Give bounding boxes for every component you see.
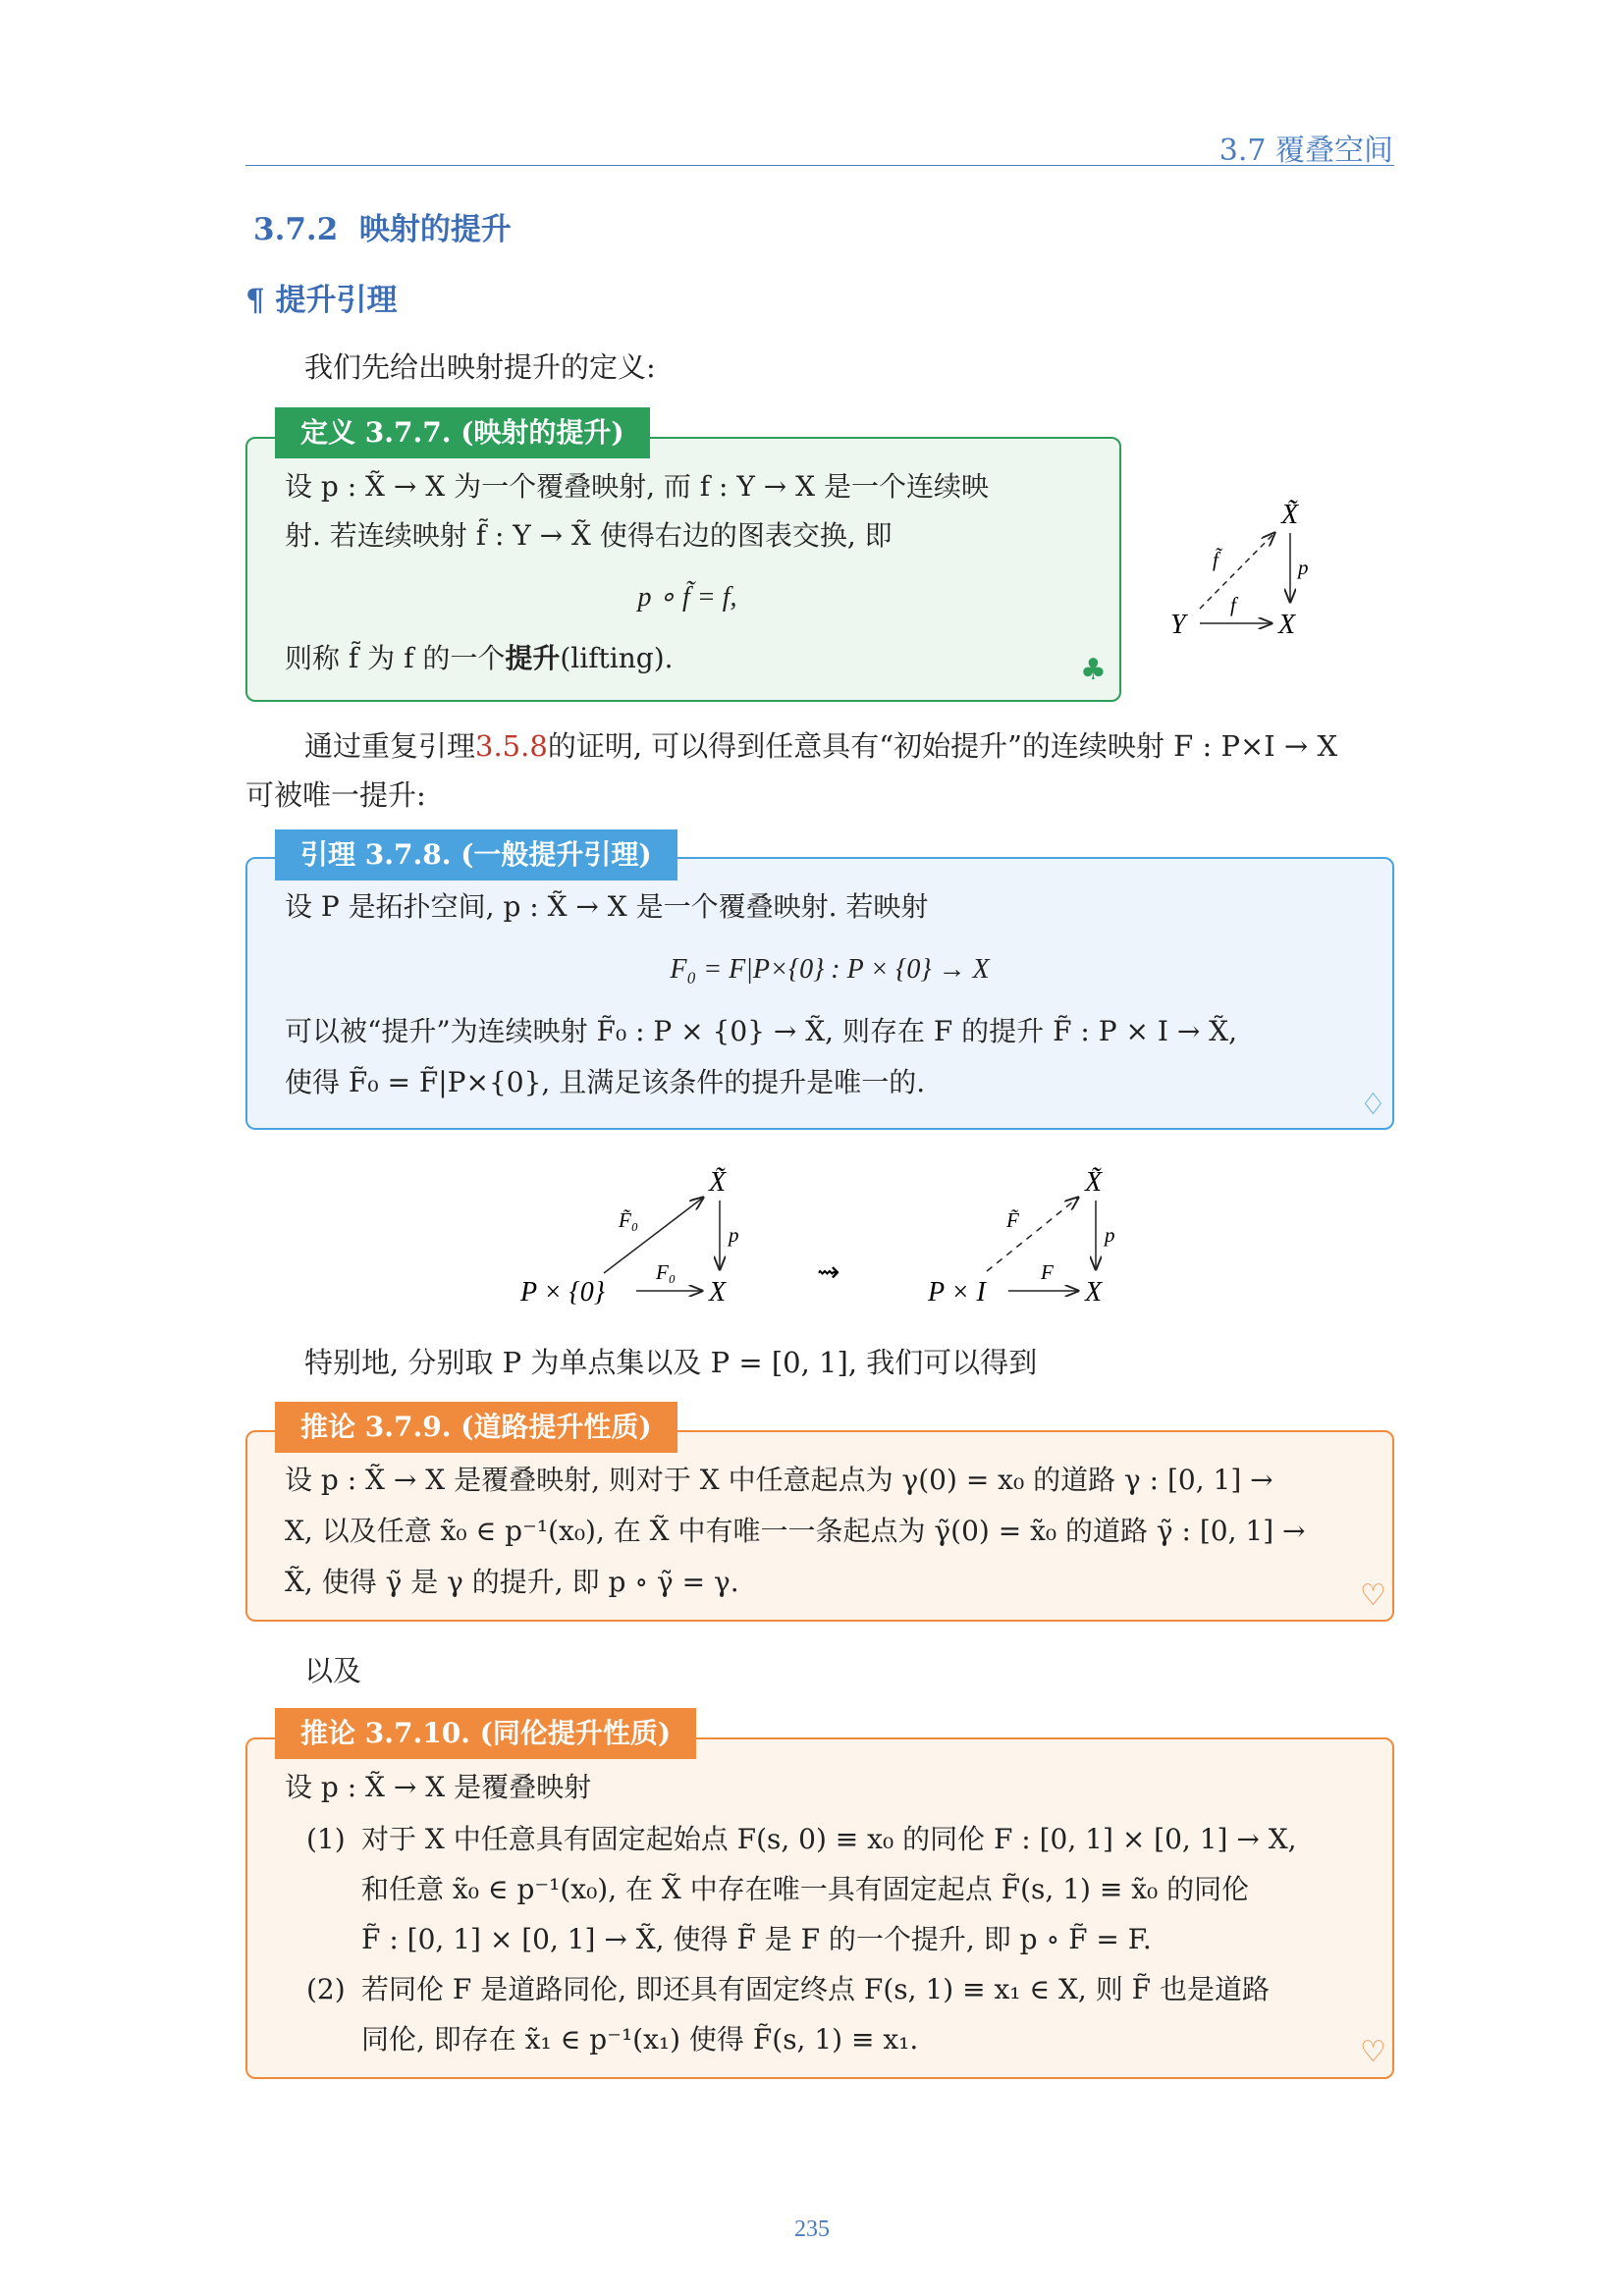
- definition-diagram: [1159, 486, 1335, 653]
- special-case-paragraph: 特别地, 分别取 P 为单点集以及 P = [0, 1], 我们可以得到: [304, 1346, 1038, 1379]
- corollary-2-item-2-line-1: 若同伦 F 是道路同伦, 即还具有固定终点 F(s, 1) ≡ x₁ ∈ X, 则 F̃ 也是道路: [361, 1973, 1270, 2005]
- section-name: 映射的提升: [358, 212, 512, 247]
- transition-line-1: [304, 721, 1337, 771]
- section-title: [253, 204, 512, 248]
- lemma-line-1: 设 P 是拓扑空间, p : X̃ → X 是一个覆叠映射. 若映射: [285, 890, 929, 923]
- diagram-left-node: Y: [1170, 610, 1186, 640]
- definition-line-3-post: (lifting).: [560, 642, 674, 674]
- lifting-diagrams: [511, 1153, 1139, 1310]
- diagram-vert-label: p: [1298, 556, 1309, 579]
- heart-icon: ♡: [1360, 2035, 1386, 2069]
- heart-icon: ♡: [1360, 1578, 1386, 1613]
- corollary-1-label: 推论 3.7.9. (道路提升性质): [275, 1402, 677, 1453]
- subsection-name: 提升引理: [275, 283, 398, 318]
- running-head: 3.7 覆叠空间: [1218, 133, 1393, 168]
- lemma-formula: F₀ = F|P×{0} : P × {0} → X: [670, 954, 990, 985]
- definition-term-lifting: 提升: [505, 642, 561, 674]
- diagram-top-node: X̃: [1281, 500, 1299, 530]
- left-diagram-bottom-left-node: P × {0}: [520, 1277, 605, 1308]
- right-diagram-vert-label: p: [1105, 1223, 1115, 1247]
- corollary-2-item-1-line-2: 和任意 x̃₀ ∈ p⁻¹(x₀), 在 X̃ 中存在唯一具有固定起点 F̃(s, 1) ≡ x̃₀ 的同伦: [361, 1873, 1250, 1905]
- definition-line-1: 设 p : X̃ → X 为一个覆叠映射, 而 f : Y → X 是一个连续映: [285, 470, 989, 503]
- section-number: 3.7.2: [253, 212, 339, 247]
- squiggle-arrow-icon: ⇝: [817, 1257, 840, 1288]
- page-number: 235: [794, 2216, 830, 2242]
- definition-line-3: [285, 633, 1090, 684]
- lemma-line-3: 使得 F̃₀ = F̃|P×{0}, 且满足该条件的提升是唯一的.: [285, 1066, 926, 1098]
- corollary-1-line-2: X, 以及任意 x̃₀ ∈ p⁻¹(x₀), 在 X̃ 中有唯一一条起点为 γ̃(0) = x̃₀ 的道路 γ̃ : [0, 1] →: [285, 1515, 1306, 1547]
- corollary-2-item-1-line-1: 对于 X 中任意具有固定起始点 F(s, 0) ≡ x₀ 的同伦 F : [0, 1] × [0, 1] → X,: [361, 1823, 1297, 1855]
- club-icon: ♣: [1080, 653, 1107, 687]
- corollary-2-item-2-line-2: 同伦, 即存在 x̃₁ ∈ p⁻¹(x₁) 使得 F̃(s, 1) ≡ x₁.: [361, 2023, 919, 2056]
- intro-paragraph: 我们先给出映射提升的定义:: [304, 350, 656, 384]
- subsection-title: [245, 275, 398, 319]
- corollary-2-item-1-number: (1): [306, 1823, 346, 1855]
- left-diagram-horiz-label: F₀: [656, 1260, 677, 1284]
- left-diagram-bottom-right-node: X: [709, 1277, 727, 1308]
- definition-formula: p ∘ f̃ = f,: [637, 582, 737, 613]
- right-diagram-top-node: X̃: [1085, 1167, 1103, 1198]
- corollary-2-item-1-line-3: F̃ : [0, 1] × [0, 1] → X̃, 使得 F̃ 是 F 的一个提升, 即 p ∘ F̃ = F.: [361, 1923, 1152, 1955]
- right-diagram-dashed-arrow: [987, 1198, 1078, 1271]
- and-text: 以及: [304, 1654, 362, 1687]
- lemma-reference-link[interactable]: 3.5.8: [475, 729, 548, 763]
- right-diagram-horiz-label: F: [1041, 1260, 1054, 1284]
- diagram-horiz-label: f: [1230, 593, 1236, 616]
- diagram-diag-label: f̃: [1213, 548, 1218, 571]
- diagram-right-node: X: [1278, 610, 1296, 640]
- corollary-1-line-3: X̃, 使得 γ̃ 是 γ 的提升, 即 p ∘ γ̃ = γ.: [285, 1566, 739, 1598]
- transition-line-2: 可被唯一提升:: [245, 778, 426, 812]
- right-diagram-diag-label: F̃: [1006, 1208, 1019, 1232]
- corollary-2-label: 推论 3.7.10. (同伦提升性质): [275, 1708, 696, 1759]
- left-diagram-vert-label: p: [729, 1223, 739, 1247]
- transition-pre: 通过重复引理: [304, 729, 476, 763]
- right-diagram-bottom-left-node: P × I: [928, 1277, 986, 1308]
- corollary-2-item-2-number: (2): [306, 1973, 346, 2005]
- pilcrow-icon: ¶: [245, 283, 265, 318]
- definition-label: 定义 3.7.7. (映射的提升): [275, 407, 650, 458]
- corollary-1-line-1: 设 p : X̃ → X 是覆叠映射, 则对于 X 中任意起点为 γ(0) = x₀ 的道路 γ : [0, 1] →: [285, 1464, 1273, 1496]
- definition-line-2: 射. 若连续映射 f̃ : Y → X̃ 使得右边的图表交换, 即: [285, 519, 893, 552]
- left-diagram-top-node: X̃: [709, 1167, 727, 1198]
- diagram-dashed-arrow: [1200, 533, 1274, 609]
- left-diagram-diag-label: F̃₀: [619, 1208, 639, 1232]
- definition-line-3-pre: 则称 f̃ 为 f 的一个: [285, 642, 506, 674]
- lemma-label: 引理 3.7.8. (一般提升引理): [275, 829, 677, 881]
- corollary-2-line-0: 设 p : X̃ → X 是覆叠映射: [285, 1771, 592, 1803]
- header-rule: [245, 165, 1394, 166]
- lemma-line-2: 可以被“提升”为连续映射 F̃₀ : P × {0} → X̃, 则存在 F 的提升 F̃ : P × I → X̃,: [285, 1015, 1238, 1047]
- diamond-icon: ♢: [1360, 1088, 1386, 1122]
- right-diagram-bottom-right-node: X: [1085, 1277, 1103, 1308]
- transition-post: 的证明, 可以得到任意具有“初始提升”的连续映射 F : P×I → X: [547, 729, 1338, 763]
